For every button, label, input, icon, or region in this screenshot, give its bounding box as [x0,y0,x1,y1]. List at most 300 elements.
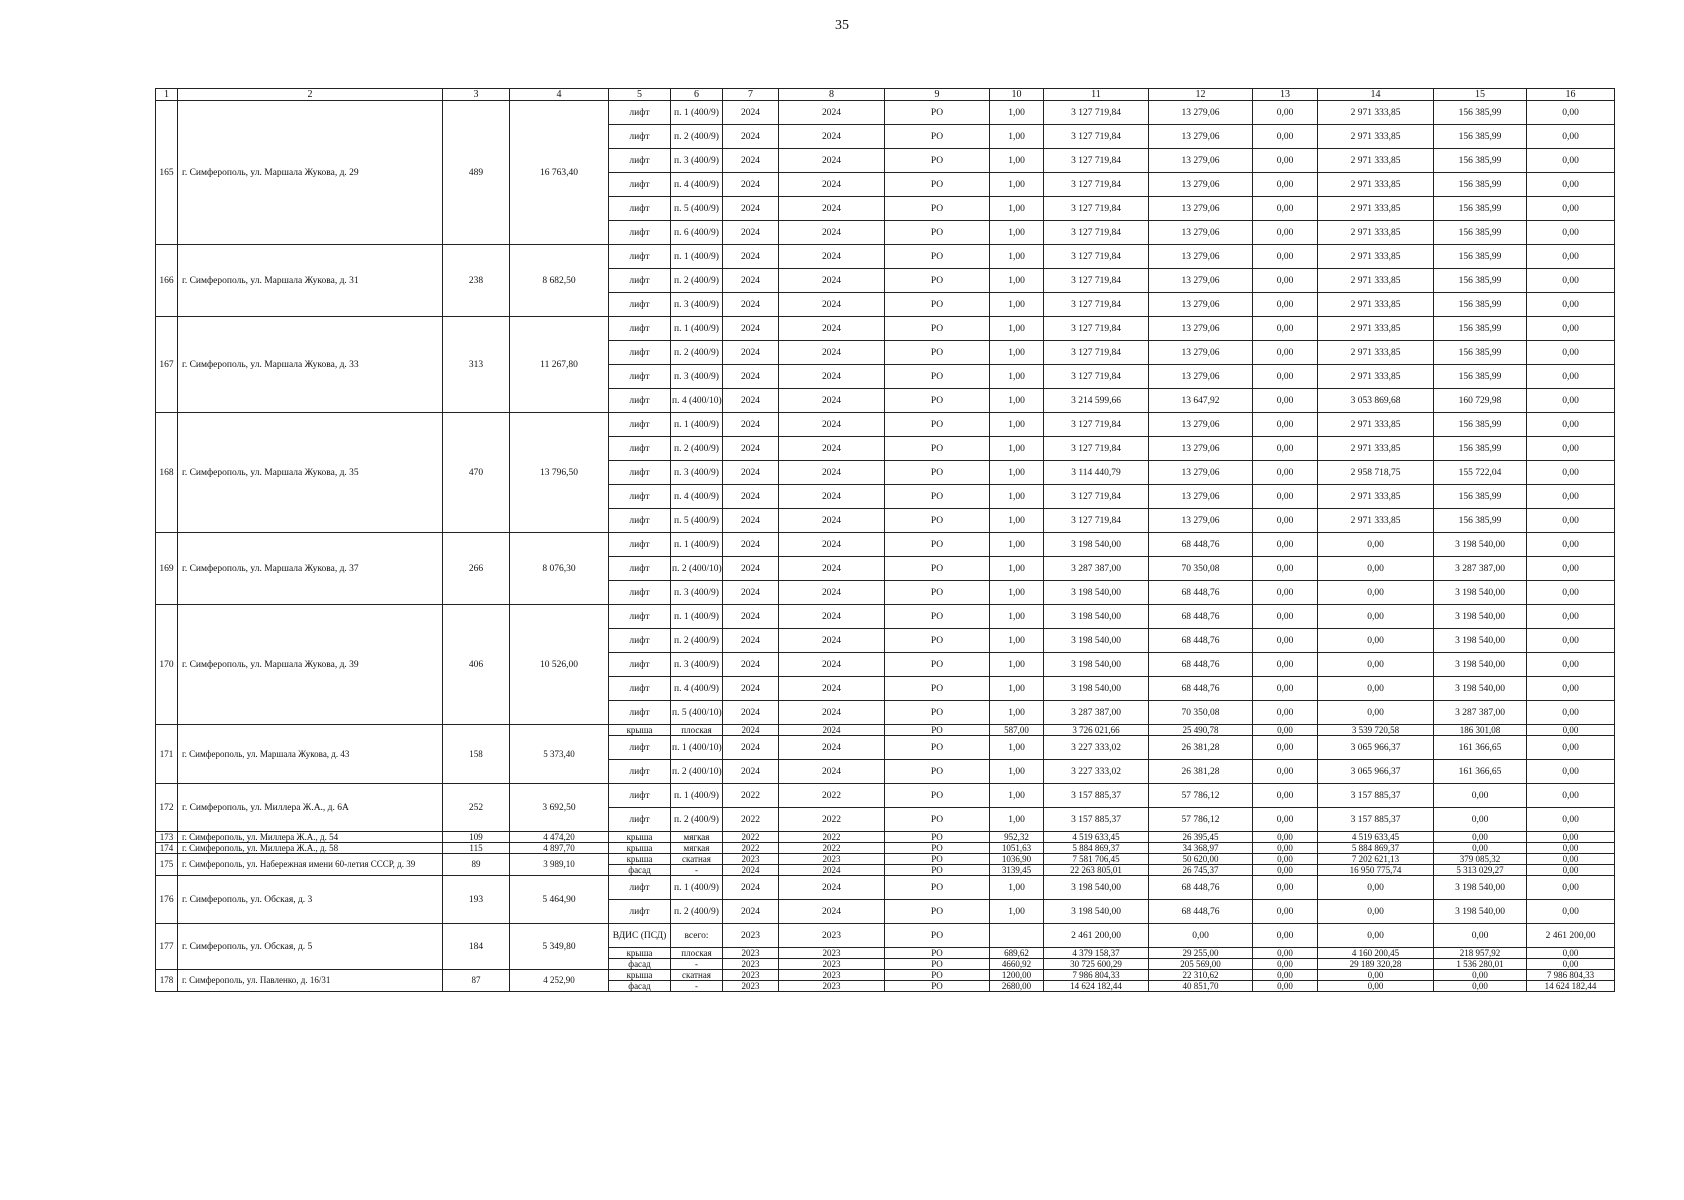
cell-col-5: лифт [609,221,671,245]
cell-col-13: 0,00 [1253,125,1318,149]
cell-col-8: 2024 [779,125,885,149]
cell-col-5: крыша [609,854,671,865]
cell-col-6: - [671,865,723,876]
cell-col-11: 3 157 885,37 [1044,784,1149,808]
cell-col-16: 0,00 [1527,149,1615,173]
cell-col-7: 2023 [723,981,779,992]
table-body [156,101,1615,992]
cell-col-8: 2024 [779,269,885,293]
cell-col-10: 1,00 [990,736,1044,760]
cell-col-8: 2024 [779,581,885,605]
cell-col-14: 2 971 333,85 [1318,485,1434,509]
apartments-count: 238 [443,245,510,317]
cell-col-14: 2 971 333,85 [1318,149,1434,173]
cell-col-13: 0,00 [1253,970,1318,981]
cell-col-11: 3 127 719,84 [1044,101,1149,125]
cell-col-5: лифт [609,876,671,900]
cell-col-10: 1,00 [990,149,1044,173]
cell-col-9: РО [885,970,990,981]
cell-col-12: 13 279,06 [1149,221,1253,245]
cell-col-6: п. 2 (400/9) [671,900,723,924]
cell-col-16: 0,00 [1527,736,1615,760]
cell-col-12: 68 448,76 [1149,581,1253,605]
cell-col-11: 3 127 719,84 [1044,437,1149,461]
cell-col-14: 2 971 333,85 [1318,101,1434,125]
cell-col-5: лифт [609,653,671,677]
cell-col-15: 156 385,99 [1434,317,1527,341]
cell-col-6: п. 1 (400/9) [671,533,723,557]
cell-col-5: лифт [609,629,671,653]
cell-col-16: 0,00 [1527,876,1615,900]
cell-col-15: 0,00 [1434,832,1527,843]
cell-col-15: 3 198 540,00 [1434,629,1527,653]
cell-col-8: 2023 [779,959,885,970]
apartments-count: 313 [443,317,510,413]
cell-col-7: 2023 [723,959,779,970]
cell-col-16: 0,00 [1527,701,1615,725]
cell-col-6: п. 2 (400/9) [671,125,723,149]
cell-col-16: 0,00 [1527,341,1615,365]
cell-col-9: РО [885,948,990,959]
cell-col-5: лифт [609,389,671,413]
cell-col-9: РО [885,784,990,808]
cell-col-12: 68 448,76 [1149,533,1253,557]
cell-col-5: крыша [609,725,671,736]
cell-col-8: 2024 [779,293,885,317]
column-header-6: 6 [671,89,723,101]
cell-col-11: 22 263 805,01 [1044,865,1149,876]
cell-col-11: 3 127 719,84 [1044,221,1149,245]
cell-col-9: РО [885,900,990,924]
cell-col-7: 2022 [723,808,779,832]
cell-col-10: 1,00 [990,173,1044,197]
cell-col-6: скатная [671,970,723,981]
cell-col-13: 0,00 [1253,485,1318,509]
cell-col-12: 40 851,70 [1149,981,1253,992]
cell-col-11: 3 127 719,84 [1044,485,1149,509]
building-area: 5 464,90 [510,876,609,924]
cell-col-11: 3 127 719,84 [1044,245,1149,269]
cell-col-7: 2023 [723,948,779,959]
cell-col-12: 13 279,06 [1149,269,1253,293]
cell-col-11: 3 198 540,00 [1044,876,1149,900]
cell-col-16: 0,00 [1527,629,1615,653]
cell-col-16: 0,00 [1527,437,1615,461]
cell-col-5: лифт [609,173,671,197]
cell-col-14: 2 971 333,85 [1318,509,1434,533]
cell-col-15: 155 722,04 [1434,461,1527,485]
row-number: 169 [156,533,178,605]
cell-col-8: 2022 [779,832,885,843]
cell-col-13: 0,00 [1253,808,1318,832]
cell-col-8: 2024 [779,876,885,900]
cell-col-16: 0,00 [1527,959,1615,970]
cell-col-8: 2024 [779,365,885,389]
cell-col-5: лифт [609,485,671,509]
cell-col-11: 3 127 719,84 [1044,509,1149,533]
cell-col-14: 0,00 [1318,970,1434,981]
cell-col-15: 218 957,92 [1434,948,1527,959]
cell-col-6: п. 4 (400/9) [671,485,723,509]
cell-col-14: 2 958 718,75 [1318,461,1434,485]
cell-col-12: 13 279,06 [1149,461,1253,485]
cell-col-5: лифт [609,341,671,365]
cell-col-13: 0,00 [1253,365,1318,389]
cell-col-9: РО [885,832,990,843]
cell-col-16: 0,00 [1527,197,1615,221]
building-area: 11 267,80 [510,317,609,413]
column-header-2: 2 [178,89,443,101]
cell-col-14: 4 519 633,45 [1318,832,1434,843]
cell-col-16: 0,00 [1527,413,1615,437]
cell-col-12: 13 279,06 [1149,197,1253,221]
cell-col-13: 0,00 [1253,981,1318,992]
cell-col-10: 1,00 [990,900,1044,924]
cell-col-6: п. 1 (400/9) [671,317,723,341]
cell-col-16: 0,00 [1527,293,1615,317]
cell-col-5: лифт [609,784,671,808]
cell-col-9: РО [885,653,990,677]
cell-col-11: 14 624 182,44 [1044,981,1149,992]
cell-col-10: 1,00 [990,413,1044,437]
cell-col-8: 2022 [779,784,885,808]
cell-col-9: РО [885,854,990,865]
cell-col-14: 2 971 333,85 [1318,341,1434,365]
cell-col-16: 0,00 [1527,269,1615,293]
cell-col-10: 1,00 [990,125,1044,149]
cell-col-8: 2024 [779,653,885,677]
cell-col-16: 0,00 [1527,948,1615,959]
cell-col-8: 2024 [779,413,885,437]
cell-col-13: 0,00 [1253,948,1318,959]
cell-col-5: лифт [609,557,671,581]
cell-col-16: 7 986 804,33 [1527,970,1615,981]
cell-col-5: лифт [609,317,671,341]
cell-col-10: 1,00 [990,485,1044,509]
cell-col-10: 1,00 [990,365,1044,389]
building-address: г. Симферополь, ул. Обская, д. 5 [178,924,443,970]
table-row [156,924,1615,948]
cell-col-13: 0,00 [1253,843,1318,854]
column-header-4: 4 [510,89,609,101]
cell-col-10: 1036,90 [990,854,1044,865]
cell-col-14: 0,00 [1318,581,1434,605]
building-area: 3 989,10 [510,854,609,876]
cell-col-15: 160 729,98 [1434,389,1527,413]
cell-col-11: 4 519 633,45 [1044,832,1149,843]
cell-col-12: 13 279,06 [1149,437,1253,461]
cell-col-16: 0,00 [1527,461,1615,485]
cell-col-15: 156 385,99 [1434,341,1527,365]
cell-col-10: 1,00 [990,701,1044,725]
cell-col-15: 3 198 540,00 [1434,677,1527,701]
cell-col-7: 2024 [723,437,779,461]
cell-col-11: 7 986 804,33 [1044,970,1149,981]
apartments-count: 252 [443,784,510,832]
cell-col-6: п. 3 (400/9) [671,365,723,389]
building-area: 13 796,50 [510,413,609,533]
cell-col-6: п. 1 (400/9) [671,101,723,125]
building-address: г. Симферополь, ул. Маршала Жукова, д. 39 [178,605,443,725]
cell-col-10: 1,00 [990,653,1044,677]
cell-col-15: 156 385,99 [1434,413,1527,437]
cell-col-10: 1,00 [990,677,1044,701]
cell-col-15: 161 366,65 [1434,736,1527,760]
cell-col-14: 0,00 [1318,981,1434,992]
cell-col-10: 1,00 [990,317,1044,341]
cell-col-8: 2024 [779,173,885,197]
cell-col-14: 2 971 333,85 [1318,197,1434,221]
cell-col-8: 2024 [779,149,885,173]
row-number: 177 [156,924,178,970]
table-row [156,101,1615,125]
cell-col-14: 2 971 333,85 [1318,365,1434,389]
cell-col-12: 57 786,12 [1149,808,1253,832]
cell-col-12: 50 620,00 [1149,854,1253,865]
apartments-count: 115 [443,843,510,854]
cell-col-13: 0,00 [1253,876,1318,900]
cell-col-7: 2024 [723,900,779,924]
cell-col-14: 2 971 333,85 [1318,317,1434,341]
cell-col-5: лифт [609,245,671,269]
cell-col-16: 0,00 [1527,221,1615,245]
cell-col-16: 0,00 [1527,365,1615,389]
cell-col-10: 1,00 [990,533,1044,557]
cell-col-14: 0,00 [1318,557,1434,581]
cell-col-7: 2024 [723,605,779,629]
cell-col-16: 0,00 [1527,808,1615,832]
cell-col-12: 68 448,76 [1149,876,1253,900]
table-row [156,317,1615,341]
cell-col-5: лифт [609,533,671,557]
cell-col-6: п. 2 (400/9) [671,808,723,832]
row-number: 174 [156,843,178,854]
cell-col-16: 0,00 [1527,317,1615,341]
cell-col-9: РО [885,605,990,629]
cell-col-12: 13 279,06 [1149,341,1253,365]
cell-col-6: скатная [671,854,723,865]
cell-col-9: РО [885,149,990,173]
cell-col-7: 2024 [723,341,779,365]
building-area: 10 526,00 [510,605,609,725]
cell-col-12: 68 448,76 [1149,653,1253,677]
cell-col-9: РО [885,269,990,293]
table-row [156,832,1615,843]
building-address: г. Симферополь, ул. Маршала Жукова, д. 43 [178,725,443,784]
cell-col-8: 2022 [779,808,885,832]
cell-col-5: лифт [609,461,671,485]
cell-col-16: 0,00 [1527,125,1615,149]
cell-col-15: 379 085,32 [1434,854,1527,865]
cell-col-10: 1,00 [990,269,1044,293]
cell-col-11: 3 127 719,84 [1044,125,1149,149]
cell-col-12: 26 395,45 [1149,832,1253,843]
cell-col-12: 68 448,76 [1149,677,1253,701]
cell-col-7: 2024 [723,653,779,677]
building-address: г. Симферополь, ул. Маршала Жукова, д. 35 [178,413,443,533]
column-header-8: 8 [779,89,885,101]
cell-col-13: 0,00 [1253,269,1318,293]
cell-col-15: 3 198 540,00 [1434,605,1527,629]
cell-col-6: мягкая [671,832,723,843]
cell-col-11: 3 127 719,84 [1044,413,1149,437]
cell-col-11: 3 127 719,84 [1044,317,1149,341]
cell-col-15: 5 313 029,27 [1434,865,1527,876]
cell-col-14: 2 971 333,85 [1318,173,1434,197]
cell-col-11: 3 127 719,84 [1044,293,1149,317]
building-address: г. Симферополь, ул. Маршала Жукова, д. 31 [178,245,443,317]
cell-col-9: РО [885,557,990,581]
cell-col-13: 0,00 [1253,854,1318,865]
cell-col-7: 2024 [723,197,779,221]
building-address: г. Симферополь, ул. Маршала Жукова, д. 33 [178,317,443,413]
cell-col-13: 0,00 [1253,101,1318,125]
cell-col-6: мягкая [671,843,723,854]
cell-col-5: лифт [609,760,671,784]
cell-col-15: 3 287 387,00 [1434,701,1527,725]
cell-col-16: 0,00 [1527,581,1615,605]
cell-col-5: лифт [609,125,671,149]
cell-col-9: РО [885,509,990,533]
cell-col-6: п. 1 (400/10) [671,736,723,760]
cell-col-14: 7 202 621,13 [1318,854,1434,865]
cell-col-5: лифт [609,900,671,924]
cell-col-13: 0,00 [1253,197,1318,221]
cell-col-8: 2024 [779,736,885,760]
row-number: 175 [156,854,178,876]
cell-col-11: 2 461 200,00 [1044,924,1149,948]
cell-col-15: 156 385,99 [1434,485,1527,509]
cell-col-12: 70 350,08 [1149,701,1253,725]
cell-col-15: 156 385,99 [1434,509,1527,533]
cell-col-8: 2024 [779,629,885,653]
building-area: 5 373,40 [510,725,609,784]
apartments-count: 266 [443,533,510,605]
cell-col-16: 2 461 200,00 [1527,924,1615,948]
cell-col-9: РО [885,876,990,900]
cell-col-9: РО [885,341,990,365]
cell-col-11: 3 114 440,79 [1044,461,1149,485]
cell-col-16: 0,00 [1527,389,1615,413]
cell-col-15: 156 385,99 [1434,197,1527,221]
apartments-count: 470 [443,413,510,533]
cell-col-16: 0,00 [1527,245,1615,269]
cell-col-14: 2 971 333,85 [1318,437,1434,461]
cell-col-11: 3 127 719,84 [1044,341,1149,365]
cell-col-14: 3 065 966,37 [1318,736,1434,760]
cell-col-10: 1,00 [990,389,1044,413]
cell-col-13: 0,00 [1253,221,1318,245]
cell-col-13: 0,00 [1253,784,1318,808]
row-number: 166 [156,245,178,317]
cell-col-14: 2 971 333,85 [1318,269,1434,293]
cell-col-6: всего: [671,924,723,948]
cell-col-12: 205 569,00 [1149,959,1253,970]
cell-col-11: 3 198 540,00 [1044,677,1149,701]
cell-col-12: 13 279,06 [1149,485,1253,509]
cell-col-14: 2 971 333,85 [1318,221,1434,245]
cell-col-13: 0,00 [1253,389,1318,413]
cell-col-16: 0,00 [1527,173,1615,197]
apartments-count: 89 [443,854,510,876]
cell-col-6: п. 3 (400/9) [671,653,723,677]
cell-col-14: 0,00 [1318,533,1434,557]
table-row [156,843,1615,854]
cell-col-10: 1,00 [990,341,1044,365]
cell-col-15: 1 536 280,01 [1434,959,1527,970]
cell-col-16: 0,00 [1527,485,1615,509]
cell-col-12: 25 490,78 [1149,725,1253,736]
cell-col-16: 0,00 [1527,533,1615,557]
cell-col-12: 70 350,08 [1149,557,1253,581]
cell-col-14: 0,00 [1318,924,1434,948]
cell-col-16: 0,00 [1527,653,1615,677]
apartments-count: 489 [443,101,510,245]
cell-col-10: 1,00 [990,605,1044,629]
cell-col-7: 2024 [723,317,779,341]
cell-col-8: 2023 [779,854,885,865]
cell-col-10: 4660,92 [990,959,1044,970]
cell-col-8: 2024 [779,197,885,221]
cell-col-11: 7 581 706,45 [1044,854,1149,865]
cell-col-7: 2024 [723,865,779,876]
cell-col-15: 3 198 540,00 [1434,533,1527,557]
cell-col-5: лифт [609,437,671,461]
cell-col-10: 1,00 [990,629,1044,653]
cell-col-14: 0,00 [1318,605,1434,629]
cell-col-15: 3 198 540,00 [1434,581,1527,605]
cell-col-12: 68 448,76 [1149,900,1253,924]
cell-col-16: 0,00 [1527,605,1615,629]
cell-col-6: п. 2 (400/10) [671,557,723,581]
cell-col-11: 3 214 599,66 [1044,389,1149,413]
cell-col-12: 13 279,06 [1149,173,1253,197]
cell-col-9: РО [885,125,990,149]
cell-col-7: 2024 [723,557,779,581]
cell-col-6: п. 2 (400/9) [671,437,723,461]
cell-col-13: 0,00 [1253,581,1318,605]
cell-col-12: 26 745,37 [1149,865,1253,876]
cell-col-15: 156 385,99 [1434,293,1527,317]
cell-col-15: 156 385,99 [1434,245,1527,269]
cell-col-13: 0,00 [1253,173,1318,197]
cell-col-16: 0,00 [1527,854,1615,865]
cell-col-10: 1,00 [990,245,1044,269]
cell-col-15: 0,00 [1434,784,1527,808]
row-number: 171 [156,725,178,784]
cell-col-10: 1,00 [990,784,1044,808]
cell-col-16: 0,00 [1527,843,1615,854]
cell-col-5: лифт [609,413,671,437]
cell-col-16: 0,00 [1527,900,1615,924]
cell-col-5: лифт [609,605,671,629]
cell-col-5: фасад [609,865,671,876]
cell-col-8: 2024 [779,101,885,125]
cell-col-11: 3 127 719,84 [1044,173,1149,197]
cell-col-8: 2024 [779,725,885,736]
building-area: 3 692,50 [510,784,609,832]
building-area: 8 682,50 [510,245,609,317]
column-header-14: 14 [1318,89,1434,101]
cell-col-12: 29 255,00 [1149,948,1253,959]
cell-col-11: 3 287 387,00 [1044,701,1149,725]
column-header-3: 3 [443,89,510,101]
cell-col-11: 3 127 719,84 [1044,197,1149,221]
cell-col-16: 0,00 [1527,832,1615,843]
cell-col-12: 13 647,92 [1149,389,1253,413]
cell-col-8: 2023 [779,970,885,981]
cell-col-6: п. 4 (400/10) [671,389,723,413]
